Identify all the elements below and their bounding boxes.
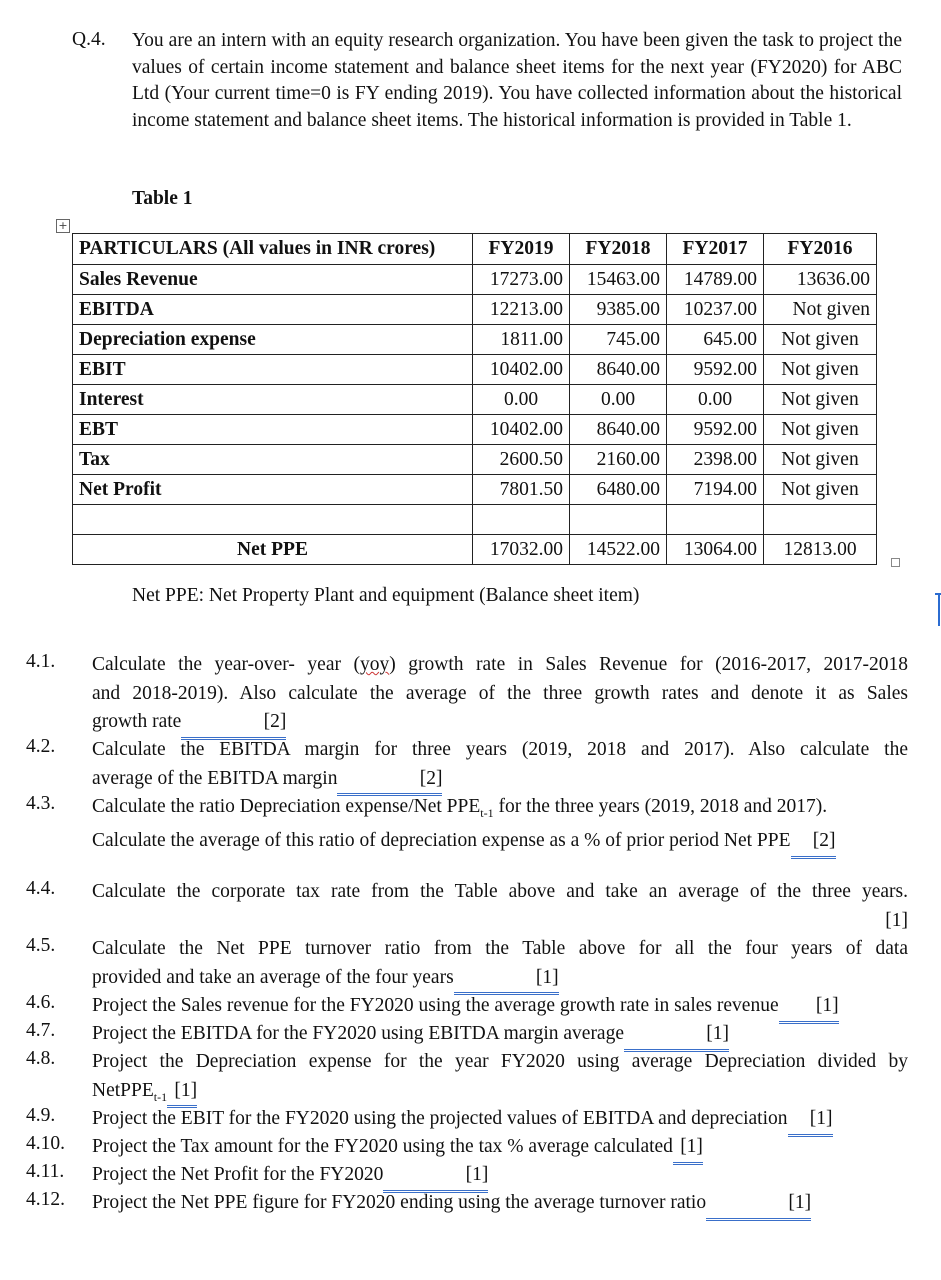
item-number: 4.10. [26,1133,65,1154]
item-number: 4.6. [26,992,56,1013]
item-4-10 [92,1133,908,1163]
cell: 0.00 [667,385,764,415]
item-number: 4.4. [26,878,56,899]
table-row [73,325,877,355]
table-row-empty [73,505,877,535]
item-line: Project the EBITDA for the FY2020 using EBITDA margin average [1] [92,1020,908,1050]
item-line: provided and take an average of the four years [1] [92,964,908,994]
item-line: Project the Tax amount for the FY2020 using the tax % average calculated [1] [92,1133,908,1163]
item-number: 4.12. [26,1189,65,1210]
empty-cell [764,505,877,535]
empty-cell [667,505,764,535]
item-4-4 [92,878,908,935]
item-4-5 [92,935,908,993]
table-row [73,445,877,475]
table-title: Table 1 [132,188,193,209]
cell: 7801.50 [473,475,570,505]
cell: 14789.00 [667,265,764,295]
header-fy2019: FY2019 [473,234,570,265]
empty-cell [473,505,570,535]
financial-table [72,233,877,565]
cell: 7194.00 [667,475,764,505]
marks: [1] [624,1020,729,1050]
text-cursor [938,593,940,626]
row-label: EBIT [73,355,473,385]
cell: 6480.00 [570,475,667,505]
item-line: Calculate the year-over- year (yoy) growth rate in Sales Revenue for (2016-2017, 2017-2018 [92,654,908,675]
item-line: NetPPE$_{t-1}$ [1] [92,1077,908,1111]
item-line: Calculate the Net PPE turnover ratio from the Table above for all the four years of data [92,938,908,959]
item-number: 4.8. [26,1048,56,1069]
item-line: and 2018-2019). Also calculate the average of the three growth rates and denote it as Sales [92,682,908,704]
marks: [1] [167,1077,197,1107]
row-label: Depreciation expense [73,325,473,355]
table-resize-handle[interactable] [891,558,900,567]
item-line: growth rate [2] [92,708,908,738]
table-row [73,475,877,505]
cell: 10402.00 [473,415,570,445]
cell: 1811.00 [473,325,570,355]
cell: 0.00 [570,385,667,415]
item-line: Calculate the ratio Depreciation expense/Net $PPE_{t-1}$ for the three years (2019, 2018 and 2017). [92,796,828,820]
cell: 13064.00 [667,535,764,565]
item-4-2 [92,736,908,794]
row-label: Sales Revenue [73,265,473,295]
cell: 0.00 [473,385,570,415]
marks: [1] [788,1105,833,1135]
cell: Not given [764,355,877,385]
cell: Not given [764,385,877,415]
cell: 8640.00 [570,415,667,445]
row-label: Interest [73,385,473,415]
table-move-handle-icon[interactable]: + [56,219,70,233]
question-text: You are an intern with an equity research organization. You have been given the task to project the values of certain income statement and balance sheet items for the next year (FY2020) for ABC Ltd (Your current time=0 is FY ending 2019). You have collected information about the historical income statement and balance sheet items. The historical information is provided in Table 1. [132,30,902,131]
cell: 17032.00 [473,535,570,565]
header-fy2017: FY2017 [667,234,764,265]
table-row [73,265,877,295]
cell: 10237.00 [667,295,764,325]
cell: 9592.00 [667,355,764,385]
table-note: Net PPE: Net Property Plant and equipment (Balance sheet item) [132,585,640,606]
item-line: Project the Sales revenue for the FY2020 using the average growth rate in sales revenue [1] [92,992,908,1022]
item-number: 4.3. [26,793,56,814]
cell: 9385.00 [570,295,667,325]
item-4-1 [92,651,908,738]
item-number: 4.9. [26,1105,56,1126]
item-4-11 [92,1161,908,1191]
item-line [92,907,908,936]
item-line: Project the EBIT for the FY2020 using the projected values of EBITDA and depreciation [1] [92,1105,908,1135]
empty-cell [570,505,667,535]
item-line: Project the Net Profit for the FY2020 [1] [92,1161,908,1191]
table-row [73,295,877,325]
cell: Not given [764,295,877,325]
cell: Not given [764,415,877,445]
cell: 2600.50 [473,445,570,475]
row-label: EBITDA [73,295,473,325]
marks: [1] [779,992,839,1022]
cell: 12213.00 [473,295,570,325]
row-label: EBT [73,415,473,445]
marks: [1] [673,1133,703,1163]
table-header-row [73,234,877,265]
item-line: Calculate the EBITDA margin for three years (2019, 2018 and 2017). Also calculate the [92,739,908,760]
marks: [1] [885,909,908,931]
item-4-3 [92,793,908,857]
cell: 12813.00 [764,535,877,565]
marks: [1] [454,964,559,994]
marks: [1] [383,1161,488,1191]
question-number: Q.4. [72,29,106,50]
row-label: Net PPE [73,535,473,565]
cell: 13636.00 [764,265,877,295]
table-row [73,355,877,385]
item-number: 4.2. [26,736,56,757]
item-number: 4.5. [26,935,56,956]
item-line: Calculate the average of this ratio of depreciation expense as a % of prior period Net PPE [2] [92,827,908,857]
table-row-net-ppe [73,535,877,565]
row-label: Net Profit [73,475,473,505]
cell: 10402.00 [473,355,570,385]
cell: 645.00 [667,325,764,355]
cell: 2160.00 [570,445,667,475]
item-line: Calculate the corporate tax rate from the Table above and take an average of the three years. [92,881,908,902]
item-4-12 [92,1189,908,1219]
header-fy2016: FY2016 [764,234,877,265]
cell: Not given [764,475,877,505]
table-row [73,385,877,415]
item-4-7 [92,1020,908,1050]
cell: Not given [764,445,877,475]
cell: 2398.00 [667,445,764,475]
cell: 15463.00 [570,265,667,295]
header-particulars: PARTICULARS (All values in INR crores) [73,234,473,265]
marks: [1] [706,1189,811,1219]
cell: 745.00 [570,325,667,355]
empty-cell [73,505,473,535]
row-label: Tax [73,445,473,475]
table-row [73,415,877,445]
cell: Not given [764,325,877,355]
header-fy2018: FY2018 [570,234,667,265]
item-4-8 [92,1048,908,1111]
cell: 9592.00 [667,415,764,445]
marks: [2] [337,765,442,795]
cell: 14522.00 [570,535,667,565]
cell: 8640.00 [570,355,667,385]
item-number: 4.11. [26,1161,65,1182]
item-line: Project the Net PPE figure for FY2020 ending using the average turnover ratio [1] [92,1189,908,1219]
cell: 17273.00 [473,265,570,295]
item-4-9 [92,1105,908,1135]
item-number: 4.7. [26,1020,56,1041]
marks: [2] [791,827,836,857]
item-4-6 [92,992,908,1022]
item-line: average of the EBITDA margin [2] [92,765,908,795]
marks: [2] [181,708,286,738]
item-number: 4.1. [26,651,56,672]
item-line: Project the Depreciation expense for the year FY2020 using average Depreciation divided by [92,1051,908,1072]
